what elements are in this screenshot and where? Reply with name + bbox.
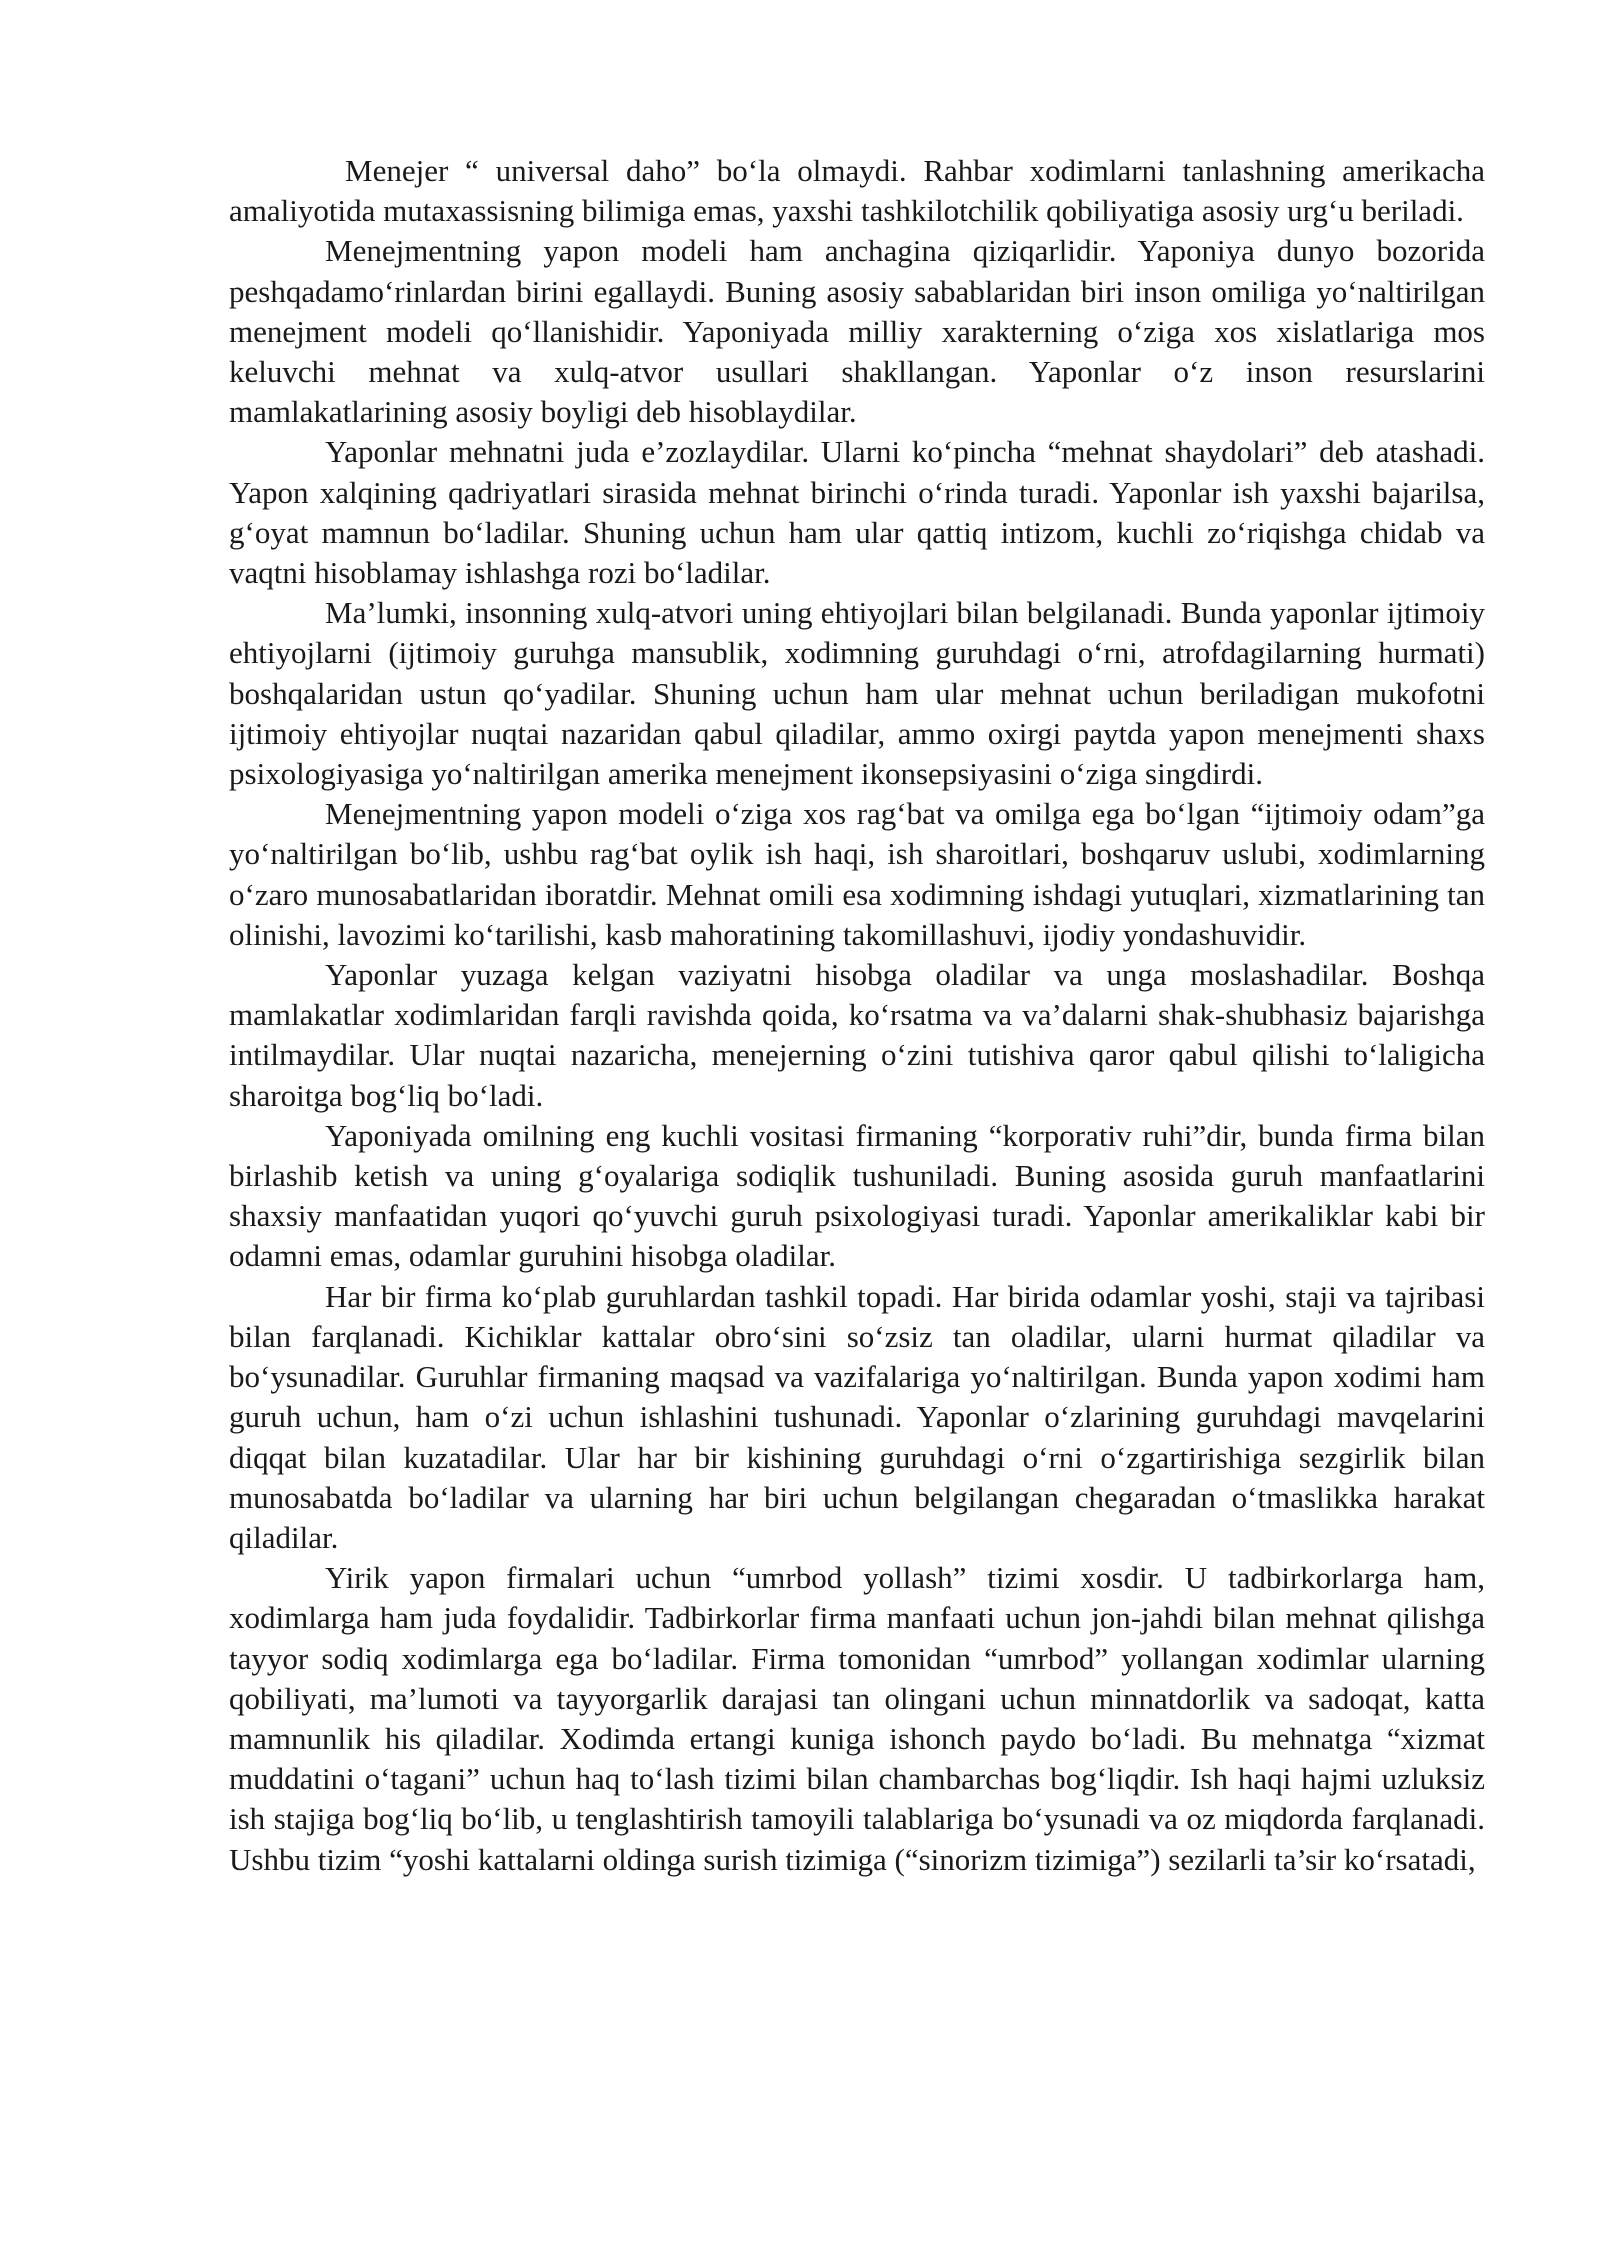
paragraph: Menejer “ universal daho” bo‘la olmaydi. Rahbar xodimlarni tanlashning amerikacha amaliyotida mutaxassisning bilimiga emas, yaxshi tashkilotchilik qobiliyatiga asosiy urg‘u beriladi. xyxy=(229,153,1485,229)
paragraph: Har bir firma ko‘plab guruhlardan tashkil topadi. Har birida odamlar yoshi, staji va tajribasi bilan farqlanadi. Kichiklar kattalar obro‘sini so‘zsiz tan oladilar, ularni hurmat qiladilar va bo‘ysunadilar. Guruhlar firmaning maqsad va vazifalariga yo‘naltirilgan. Bunda yapon xodimi ham guruh uchun, ham o‘zi uchun ishlashini tushunadi. Yaponlar o‘zlarining guruhdagi mavqelarini diqqat bilan kuzatadilar. Ular har bir kishining guruhdagi o‘rni o‘zgartirishiga sezgirlik bilan munosabatda bo‘ladilar va ularning har biri uchun belgilangan chegaradan o‘tmaslikka harakat qiladilar. xyxy=(229,1278,1485,1555)
document-page xyxy=(229,151,1485,1880)
paragraph: Menejmentning yapon modeli o‘ziga xos rag‘bat va omilga ega bo‘lgan “ijtimoiy odam”ga yo‘naltirilgan bo‘lib, ushbu rag‘bat oylik ish haqi, ish sharoitlari, boshqaruv uslubi, xodimlarning o‘zaro munosabatlaridan iboratdir. Mehnat omili esa xodimning ishdagi yutuqlari, xizmatlarining tan olinishi, lavozimi ko‘tarilishi, kasb mahoratining takomillashuvi, ijodiy yondashuvidir. xyxy=(229,796,1485,952)
paragraph: Yaponlar yuzaga kelgan vaziyatni hisobga oladilar va unga moslashadilar. Boshqa mamlakatlar xodimlaridan farqli ravishda qoida, ko‘rsatma va va’dalarni shak-shubhasiz bajarishga intilmaydilar. Ular nuqtai nazaricha, menejerning o‘zini tutishiva qaror qabul qilishi to‘laligicha sharoitga bog‘liq bo‘ladi. xyxy=(229,957,1485,1113)
paragraph: Yirik yapon firmalari uchun “umrbod yollash” tizimi xosdir. U tadbirkorlarga ham, xodimlarga ham juda foydalidir. Tadbirkorlar firma manfaati uchun jon-jahdi bilan mehnat qilishga tayyor sodiq xodimlarga ega bo‘ladilar. Firma tomonidan “umrbod” yollangan xodimlar ularning qobiliyati, ma’lumoti va tayyorgarlik darajasi tan olingani uchun minnatdorlik va sadoqat, katta mamnunlik his qiladilar. Xodimda ertangi kuniga ishonch paydo bo‘ladi. Bu mehnatga “xizmat muddatini o‘tagani” uchun haq to‘lash tizimi bilan chambarchas bog‘liqdir. Ish haqi hajmi uzluksiz ish stajiga bog‘liq bo‘lib, u tenglashtirish tamoyili talablariga bo‘ysunadi va oz miqdorda farqlanadi. Ushbu tizim “yoshi kattalarni oldinga surish tizimiga (“sinorizm tizimiga”) sezilarli ta’sir ko‘rsatadi, xyxy=(229,1560,1485,1877)
paragraph: Yaponlar mehnatni juda e’zozlaydilar. Ularni ko‘pincha “mehnat shaydolari” deb atashadi. Yapon xalqining qadriyatlari sirasida mehnat birinchi o‘rinda turadi. Yaponlar ish yaxshi bajarilsa, g‘oyat mamnun bo‘ladilar. Shuning uchun ham ular qattiq intizom, kuchli zo‘riqishga chidab va vaqtni hisoblamay ishlashga rozi bo‘ladilar. xyxy=(229,434,1485,591)
paragraph: Yaponiyada omilning eng kuchli vositasi firmaning “korporativ ruhi”dir, bunda firma bilan birlashib ketish va uning g‘oyalariga sodiqlik tushuniladi. Buning asosida guruh manfaatlarini shaxsiy manfaatidan yuqori qo‘yuvchi guruh psixologiyasi turadi. Yaponlar amerikaliklar kabi bir odamni emas, odamlar guruhini hisobga oladilar. xyxy=(229,1117,1485,1274)
paragraph: Ma’lumki, insonning xulq-atvori uning ehtiyojlari bilan belgilanadi. Bunda yaponlar ijtimoiy ehtiyojlarni (ijtimoiy guruhga mansublik, xodimning guruhdagi o‘rni, atrofdagilarning hurmati) boshqalaridan ustun qo‘yadilar. Shuning uchun ham ular mehnat uchun beriladigan mukofotni ijtimoiy ehtiyojlar nuqtai nazaridan qabul qiladilar, ammo oxirgi paytda yapon menejmenti shaxs psixologiyasiga yo‘naltirilgan amerika menejment ikonsepsiyasini o‘ziga singdirdi. xyxy=(229,595,1485,792)
paragraph: Menejmentning yapon modeli ham anchagina qiziqarlidir. Yaponiya dunyo bozorida peshqadamo‘rinlardan birini egallaydi. Buning asosiy sabablaridan biri inson omiliga yo‘naltirilgan menejment modeli qo‘llanishidir. Yaponiyada milliy xarakterning o‘ziga xos xislatlariga mos keluvchi mehnat va xulq-atvor usullari shakllangan. Yaponlar o‘z inson resurslarini mamlakatlarining asosiy boyligi deb hisoblaydilar. xyxy=(229,233,1485,430)
